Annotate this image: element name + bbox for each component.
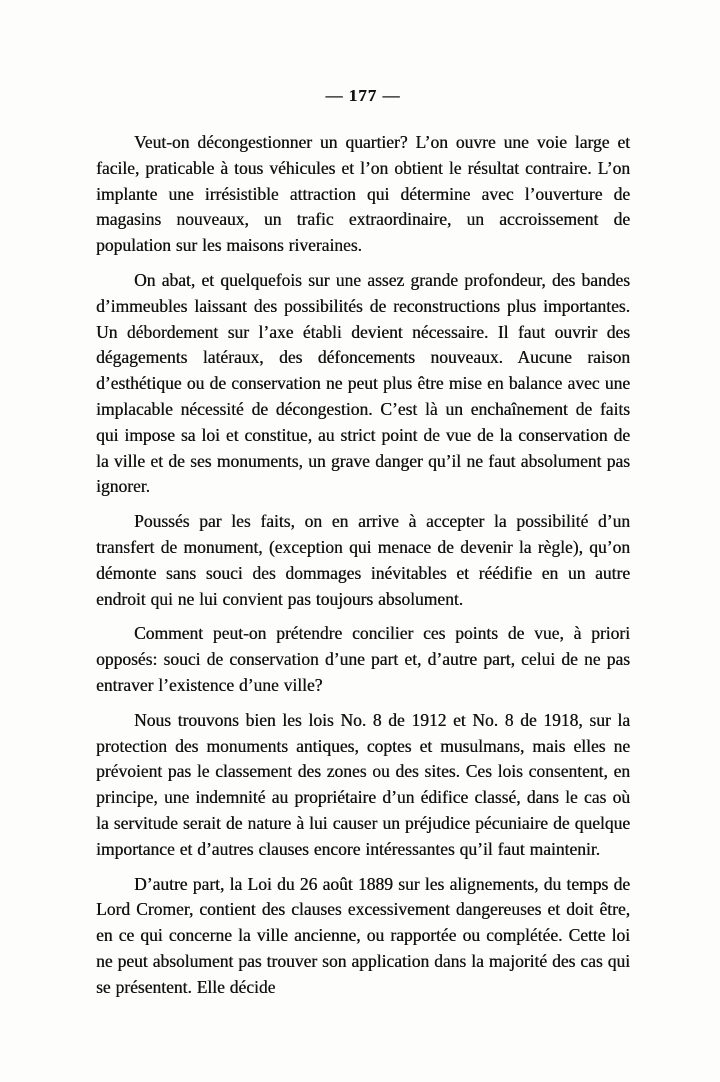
page-number: — 177 — (325, 86, 401, 105)
body-text (96, 130, 630, 1001)
paragraph: D’autre part, la Loi du 26 août 1889 sur les alignements, du temps de Lord Cromer, contient des clauses excessivement dangereuses et doit être, en ce qui concerne la ville ancienne, ou rapportée ou complétée. Cette loi ne peut absolument pas trouver son application dans la majorité des cas qui se présentent. Elle décide (96, 873, 630, 997)
paragraph: Nous trouvons bien les lois No. 8 de 1912 et No. 8 de 1918, sur la protection des monuments antiques, coptes et musulmans, mais elles ne prévoient pas le classement des zones ou des sites. Ces lois consentent, en principe, une indemnité au propriétaire d’un édifice classé, dans le cas où la servitude serait de nature à lui causer un préjudice pécuniaire de quelque importance et d’autres clauses encore intéressantes qu’il faut maintenir. (96, 709, 630, 859)
paragraph: Comment peut-on prétendre concilier ces points de vue, à priori opposés: souci de conservation d’une part et, d’autre part, celui de ne pas entraver l’existence d’une ville? (96, 623, 630, 695)
paragraph: On abat, et quelquefois sur une assez grande profondeur, des bandes d’immeubles laissant des possibilités de reconstructions plus importantes. Un débordement sur l’axe établi devient nécessaire. Il faut ouvrir des dégagements latéraux, des défoncements nouveaux. Aucune raison d’esthétique ou de conservation ne peut plus être mise en balance avec une implacable nécessité de décongestion. C’est là un enchaînement de faits qui impose sa loi et constitue, au strict point de vue de la conservation de la ville et de ses monuments, un grave danger qu’il ne faut absolument pas ignorer. (96, 269, 630, 497)
paragraph: Veut-on décongestionner un quartier? L’on ouvre une voie large et facile, praticable à tous véhicules et l’on obtient le résultat contraire. L’on implante une irrésistible attraction qui détermine avec l’ouverture de magasins nouveaux, un trafic extraordinaire, un accroissement de population sur les maisons riveraines. (96, 132, 630, 256)
paragraph: Poussés par les faits, on en arrive à accepter la possibilité d’un transfert de monument, (exception qui menace de devenir la règle), qu’on démonte sans souci des dommages inévitables et réédifie en un autre endroit qui ne lui convient pas toujours absolument. (96, 511, 630, 609)
